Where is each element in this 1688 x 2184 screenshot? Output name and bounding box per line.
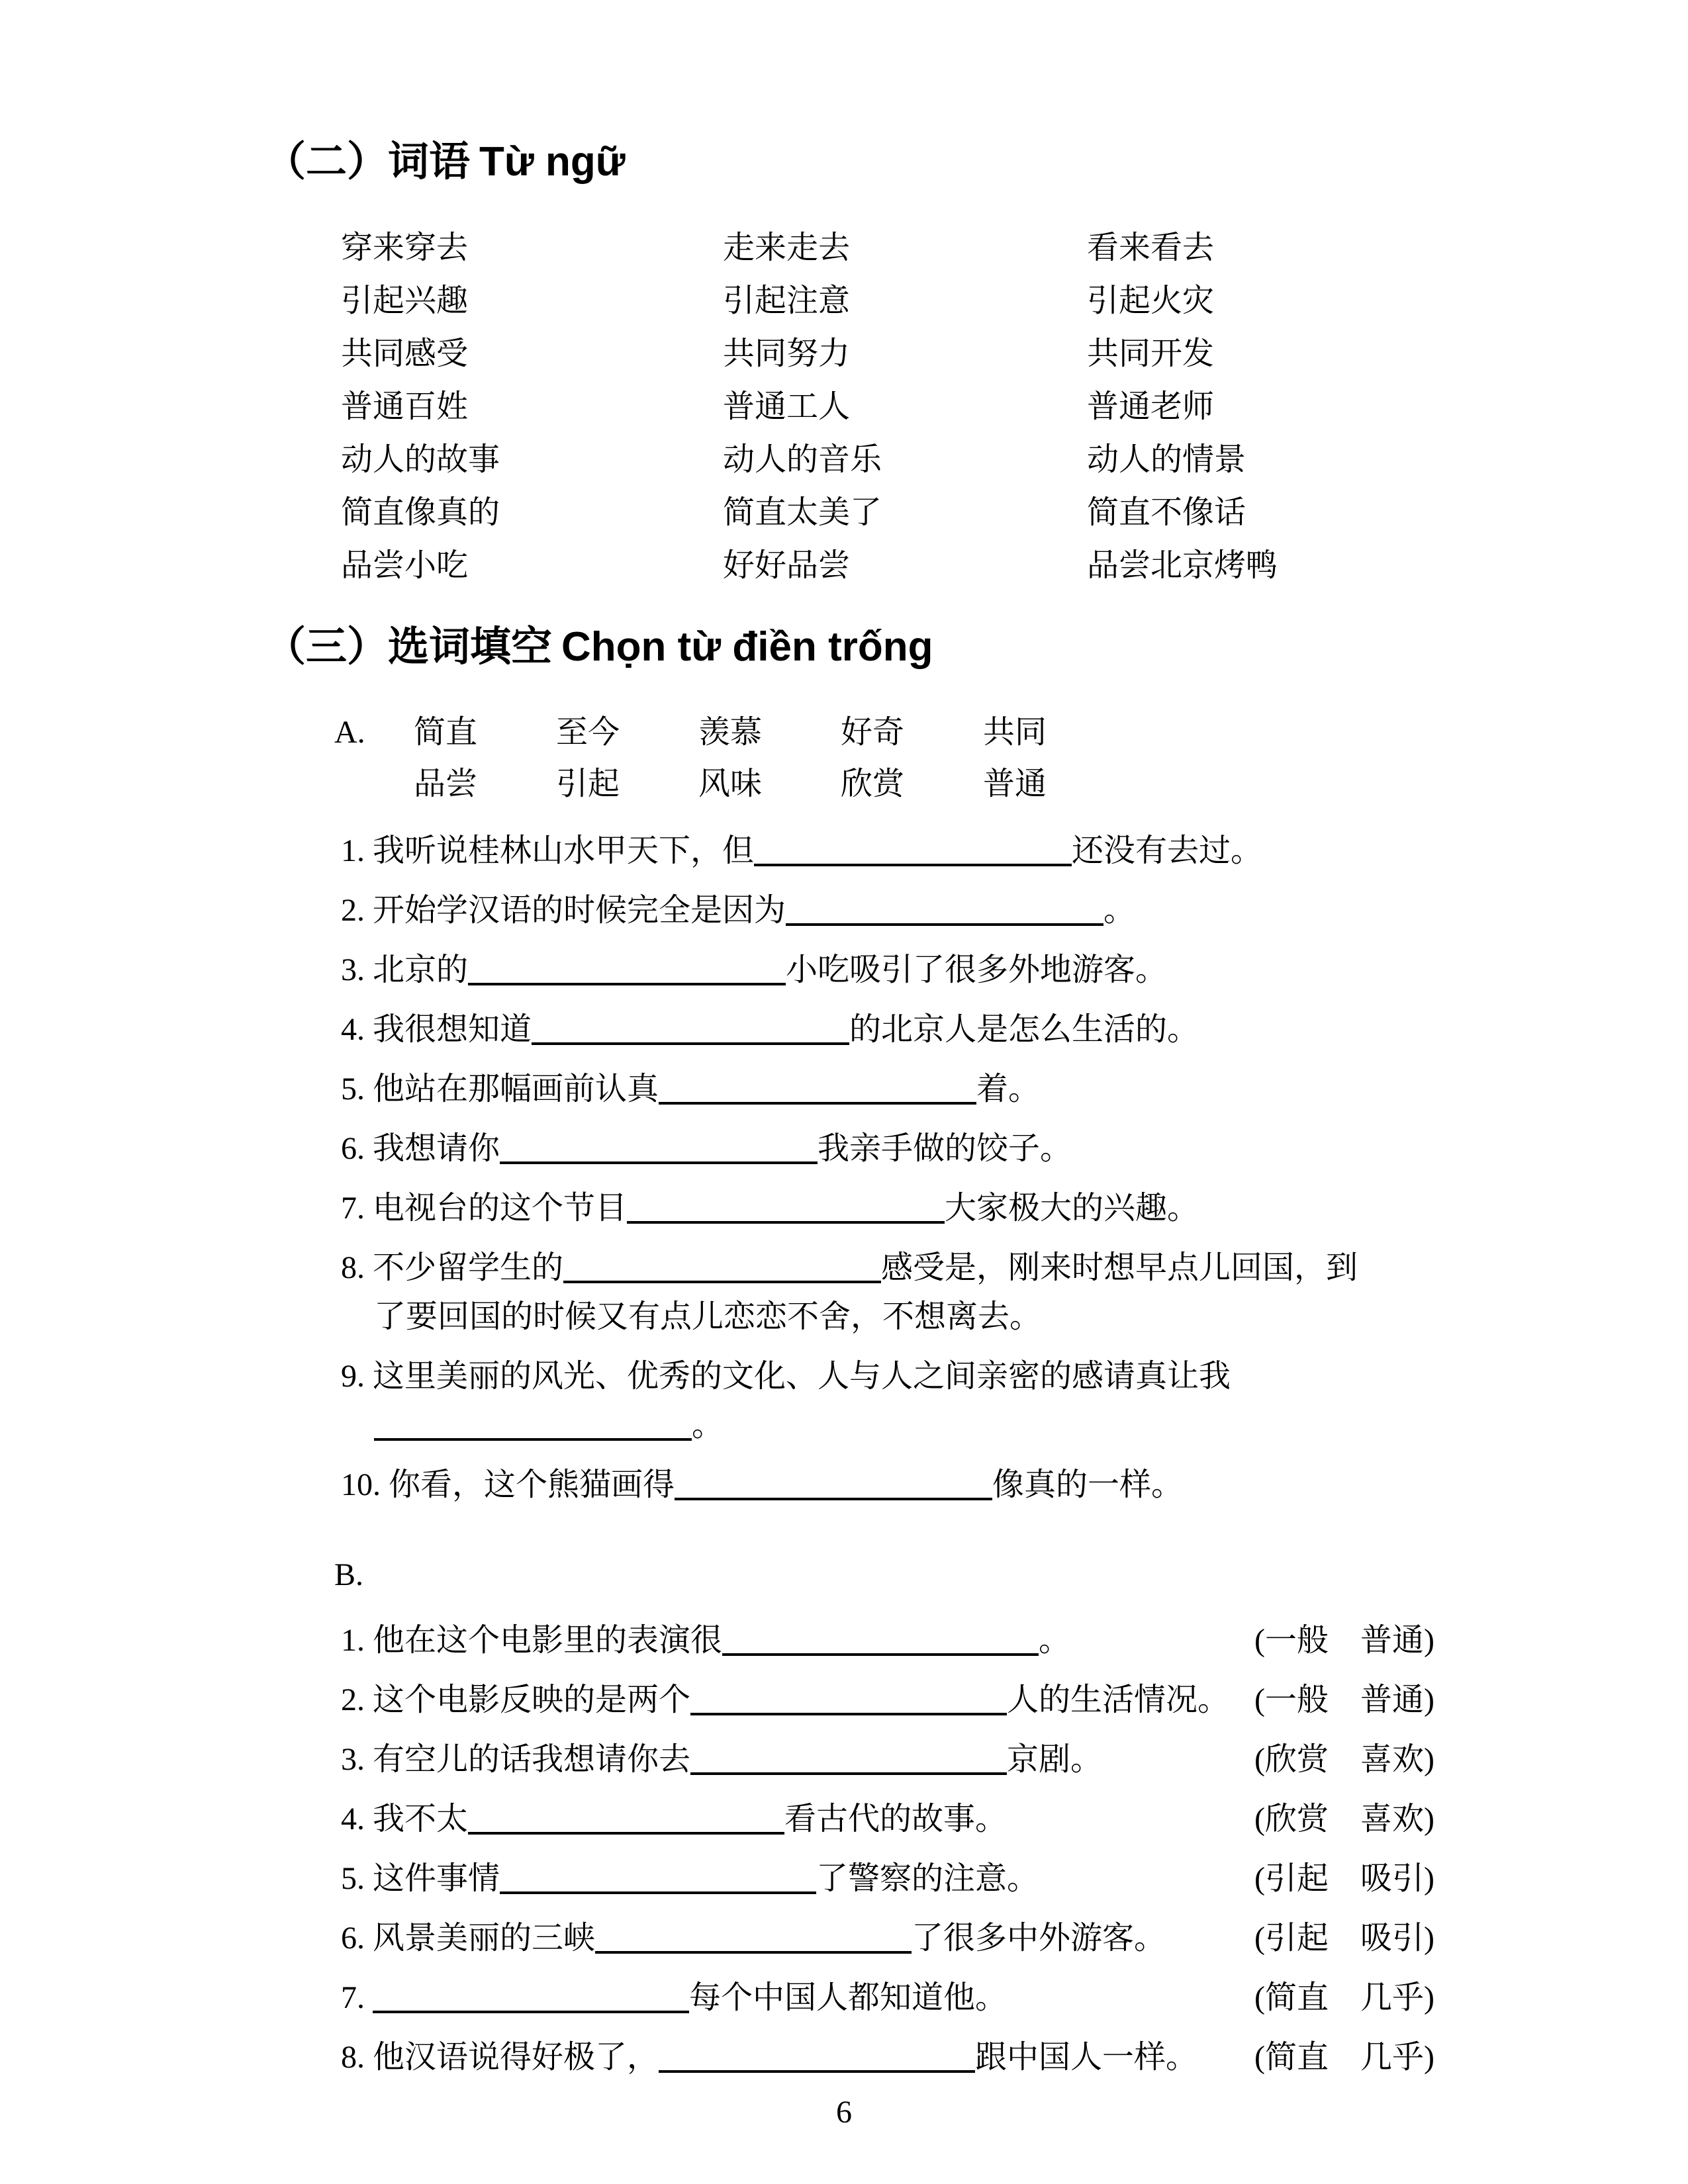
word-item: 共同开发: [1087, 336, 1215, 371]
word-item: 品尝北京烤鸭: [1087, 548, 1278, 583]
item-number: 6.: [341, 1131, 365, 1166]
section3-title: [265, 624, 1463, 670]
exercise-item: [341, 1244, 1463, 1342]
blank-line: [627, 1187, 945, 1224]
choice-pair: (引起 吸引): [1254, 1861, 1434, 1896]
blank-line: [595, 1917, 912, 1954]
exercise-b-items: [341, 1616, 1463, 2082]
word-item: 引起注意: [723, 283, 851, 318]
section2-title-zh: （二）词语: [265, 139, 471, 185]
word-list: [341, 222, 1463, 592]
sentence-text: 我听说桂林山水甲天下，但: [373, 833, 755, 868]
blank-line: [373, 1976, 689, 2013]
word-item: 穿来穿去: [341, 230, 469, 265]
choice-pair: (简直 几乎): [1254, 2040, 1434, 2075]
sentence-text: 我不太: [373, 1801, 469, 1837]
exercise-a-items: [341, 827, 1463, 1510]
sentence-text: 感受是，刚来时想早点儿回国，到: [881, 1250, 1358, 1285]
blank-line: [659, 1068, 976, 1105]
sentence-text: 了警察的注意。: [816, 1861, 1039, 1896]
word-row: [341, 275, 1463, 328]
exercise-item: [341, 1352, 1463, 1450]
blank-line: [722, 1619, 1039, 1656]
exercise-item: [341, 1184, 1463, 1233]
item-number: 5.: [341, 1861, 365, 1896]
sentence-text: 他站在那幅画前认真: [373, 1071, 659, 1107]
word-item: 共同感受: [341, 336, 469, 371]
exercise-item: [341, 1676, 1463, 1725]
sentence-text: 人的生活情况。: [1007, 1682, 1230, 1717]
sentence-text: 每个中国人都知道他。: [689, 1980, 1008, 2015]
word-bank-row: [334, 758, 1463, 810]
sentence-text: 这个电影反映的是两个: [373, 1682, 691, 1717]
sentence-text: 了要回国的时候又有点儿恋恋不舍，不想离去。: [374, 1299, 1042, 1334]
exercise-item: [341, 827, 1463, 876]
blank-line: [675, 1463, 992, 1500]
choice-pair: (引起 吸引): [1254, 1921, 1434, 1956]
exercise-item: [341, 2033, 1463, 2082]
item-number: 4.: [341, 1012, 365, 1047]
choice-pair: (欣赏 喜欢): [1254, 1801, 1434, 1837]
blank-line: [754, 829, 1072, 866]
sentence-text: 。: [1103, 893, 1136, 928]
sentence-text: 有空儿的话我想请你去: [373, 1742, 691, 1777]
sentence-text: 我很想知道: [373, 1012, 532, 1047]
item-number: 1.: [341, 1623, 365, 1658]
item-number: 7.: [341, 1191, 365, 1226]
sentence-text: 着。: [976, 1071, 1041, 1107]
item-number: 3.: [341, 1742, 365, 1777]
word-item: 普通工人: [723, 389, 851, 424]
sentence-text: 还没有去过。: [1072, 833, 1263, 868]
blank-line: [532, 1008, 849, 1045]
exercise-item: [341, 1124, 1463, 1173]
exercise-item: [341, 1914, 1463, 1963]
word-item: 动人的情景: [1087, 442, 1246, 477]
item-number: 3.: [341, 952, 365, 987]
item-number: 2.: [341, 1682, 365, 1717]
sentence-text: 不少留学生的: [373, 1250, 564, 1285]
blank-line: [690, 1738, 1007, 1775]
word-item: 动人的音乐: [723, 442, 882, 477]
sentence-text: 京剧。: [1007, 1742, 1103, 1777]
item-number: 9.: [341, 1359, 365, 1394]
item-number: 7.: [341, 1980, 365, 2015]
sentence-text: 。: [1039, 1623, 1071, 1658]
blank-line: [500, 1127, 818, 1164]
word-item: 简直太美了: [723, 495, 882, 530]
sentence-text: 跟中国人一样。: [975, 2040, 1198, 2075]
blank-line: [468, 1797, 784, 1835]
sentence-text: 他汉语说得好极了，: [373, 2040, 659, 2075]
bank-word: 欣赏: [841, 766, 905, 801]
sentence-text: 这里美丽的风光、优秀的文化、人与人之间亲密的感请真让我: [373, 1359, 1231, 1394]
choice-pair: (简直 几乎): [1254, 1980, 1434, 2015]
sentence-text: 电视台的这个节目: [373, 1191, 628, 1226]
choice-pair: (欣赏 喜欢): [1254, 1742, 1434, 1777]
bank-word: 简直: [414, 715, 478, 750]
word-item: 看来看去: [1087, 230, 1215, 265]
sentence-text: 像真的一样。: [992, 1467, 1184, 1502]
exercise-item: [341, 886, 1463, 935]
bank-word: 普通: [983, 766, 1047, 801]
page-number: 6: [836, 2095, 852, 2130]
exercise-item: [341, 1735, 1463, 1784]
word-item: 共同努力: [723, 336, 851, 371]
sentence-text: 开始学汉语的时候完全是因为: [373, 893, 786, 928]
word-row: [341, 381, 1463, 433]
bank-word: 品尝: [414, 766, 478, 801]
choice-pair: (一般 普通): [1254, 1682, 1434, 1717]
bank-word: 羡慕: [698, 715, 763, 750]
item-number: 6.: [341, 1921, 365, 1956]
exercise-item: [341, 1461, 1463, 1510]
word-item: 引起兴趣: [341, 283, 469, 318]
word-item: 动人的故事: [341, 442, 500, 477]
exercise-item: [341, 946, 1463, 995]
exercise-item: [341, 1854, 1463, 1903]
bank-word: 至今: [556, 715, 620, 750]
exercise-item: [341, 1616, 1463, 1665]
worksheet-page: [265, 0, 1463, 2082]
word-item: 简直不像话: [1087, 495, 1246, 530]
blank-line: [468, 948, 786, 985]
sentence-text: 你看，这个熊猫画得: [389, 1467, 675, 1502]
bank-word: 好奇: [841, 715, 905, 750]
section3-title-zh: （三）选词填空: [265, 624, 553, 670]
exercise-item: [341, 1065, 1463, 1114]
word-item: 简直像真的: [341, 495, 500, 530]
item-number: 4.: [341, 1801, 365, 1837]
sentence-text: 他在这个电影里的表演很: [373, 1623, 723, 1658]
word-row: [341, 539, 1463, 592]
word-row: [341, 222, 1463, 275]
word-row: [341, 486, 1463, 539]
exercise-item: [341, 1974, 1463, 2023]
sentence-text: 我亲手做的饺子。: [818, 1131, 1072, 1166]
exercise-item: [341, 1795, 1463, 1844]
sentence-text: 看古代的故事。: [784, 1801, 1008, 1837]
choice-pair: (一般 普通): [1254, 1623, 1434, 1658]
section3-title-vi: Chọn từ điền trống: [561, 624, 933, 670]
blank-line: [563, 1246, 881, 1283]
sentence-text: 我想请你: [373, 1131, 500, 1166]
item-number: 10.: [341, 1467, 381, 1502]
blank-line: [786, 889, 1103, 926]
sentence-text: 了很多中外游客。: [912, 1921, 1166, 1956]
section2-title-vi: Từ ngữ: [479, 139, 626, 185]
section2-title: [265, 139, 1463, 185]
blank-line: [690, 1678, 1007, 1715]
part-a-label: A.: [334, 715, 365, 750]
sentence-text: 的北京人是怎么生活的。: [849, 1012, 1199, 1047]
word-row: [341, 328, 1463, 381]
part-a-label: [334, 758, 414, 810]
sentence-text: 风景美丽的三峡: [373, 1921, 596, 1956]
exercise-item: [341, 1005, 1463, 1054]
word-row: [341, 433, 1463, 486]
sentence-text: 大家极大的兴趣。: [945, 1191, 1199, 1226]
sentence-text: 北京的: [373, 952, 469, 987]
word-bank-a: [334, 707, 1463, 810]
word-item: 走来走去: [723, 230, 851, 265]
blank-line: [659, 2036, 975, 2073]
word-item: 普通百姓: [341, 389, 469, 424]
word-item: 普通老师: [1087, 389, 1215, 424]
word-item: 引起火灾: [1087, 283, 1215, 318]
item-number: 5.: [341, 1071, 365, 1107]
word-bank-row: [334, 707, 1463, 758]
word-item: 好好品尝: [723, 548, 851, 583]
sentence-text: 小吃吸引了很多外地游客。: [786, 952, 1168, 987]
part-b-label: B.: [334, 1557, 364, 1592]
sentence-text: 这件事情: [373, 1861, 500, 1896]
item-number: 2.: [341, 893, 365, 928]
blank-line: [374, 1404, 692, 1441]
blank-line: [500, 1857, 816, 1894]
word-item: 品尝小吃: [341, 548, 469, 583]
item-number: 8.: [341, 2040, 365, 2075]
item-number: 8.: [341, 1250, 365, 1285]
item-number: 1.: [341, 833, 365, 868]
sentence-text: 。: [692, 1408, 724, 1443]
bank-word: 风味: [698, 766, 763, 801]
bank-word: 引起: [556, 766, 620, 801]
bank-word: 共同: [983, 715, 1047, 750]
